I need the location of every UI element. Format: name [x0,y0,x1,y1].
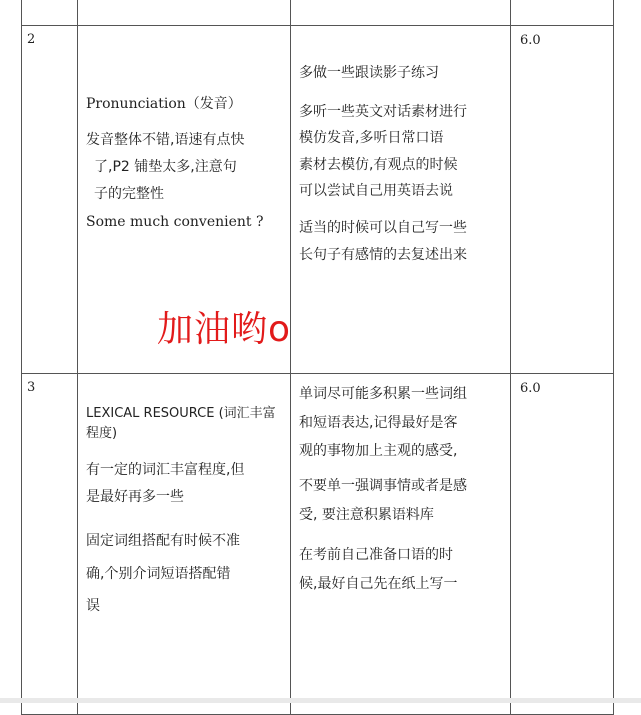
table-cell [22,0,78,26]
advice-line: 素材去模仿,有观点的时候 [299,156,458,173]
advice-cell [291,26,511,374]
criterion-heading: 程度) [86,425,118,441]
feedback-table [21,0,614,715]
advice-line: 观的事物加上主观的感受, [299,443,458,460]
comment-cell [78,374,291,715]
score-value: 6.0 [520,381,541,396]
row-number-cell [22,374,78,715]
comment-line: 子的完整性 [94,185,164,202]
advice-line: 在考前自己准备口语的时 [299,547,453,564]
comment-line: 了,P2 铺垫太多,注意句 [94,158,237,175]
encouragement-annotation [157,309,292,350]
advice-line: 模仿发音,多听日常口语 [299,130,444,147]
score-cell [511,374,614,715]
advice-line: 多听一些英文对话素材进行 [299,103,467,120]
row-number: 2 [27,32,36,47]
table-cell [511,0,614,26]
advice-line: 可以尝试自己用英语去说 [299,183,453,200]
table-row-partial-top [22,0,614,26]
table-row [22,26,614,374]
score-cell [511,26,614,374]
comment-line: 有一定的词汇丰富程度,但 [86,462,245,478]
advice-line: 候,最好自己先在纸上写一 [299,576,458,593]
comment-line: Some much convenient ? [86,214,264,231]
encouragement-suffix: o [268,309,292,350]
comment-line: 发音整体不错,语速有点快 [86,132,245,149]
comment-line: 误 [86,598,100,615]
row-number-cell [22,26,78,374]
advice-line: 长句子有感情的去复述出来 [299,246,467,263]
advice-line: 受, 要注意积累语料库 [299,506,434,523]
criterion-heading: Pronunciation（发音） [86,96,242,112]
advice-line: 多做一些跟读影子练习 [299,65,439,81]
comment-line: 固定词组搭配有时候不准 [86,533,240,550]
score-value: 6.0 [520,33,541,48]
advice-cell [291,374,511,715]
advice-line: 和短语表达,记得最好是客 [299,414,458,431]
advice-line: 适当的时候可以自己写一些 [299,219,467,236]
comment-line: 确,个别介词短语搭配错 [86,565,231,582]
advice-line: 单词尽可能多积累一些词组 [299,386,467,402]
encouragement-text: 加油哟 [157,309,269,350]
viewer-bottom-edge [0,698,641,703]
advice-line: 不要单一强调事情或者是感 [299,478,467,495]
comment-line: 是最好再多一些 [86,488,184,505]
table-row [22,374,614,715]
criterion-heading: LEXICAL RESOURCE (词汇丰富 [86,406,276,421]
table-cell [291,0,511,26]
row-number: 3 [27,380,36,395]
table-cell [78,0,291,26]
